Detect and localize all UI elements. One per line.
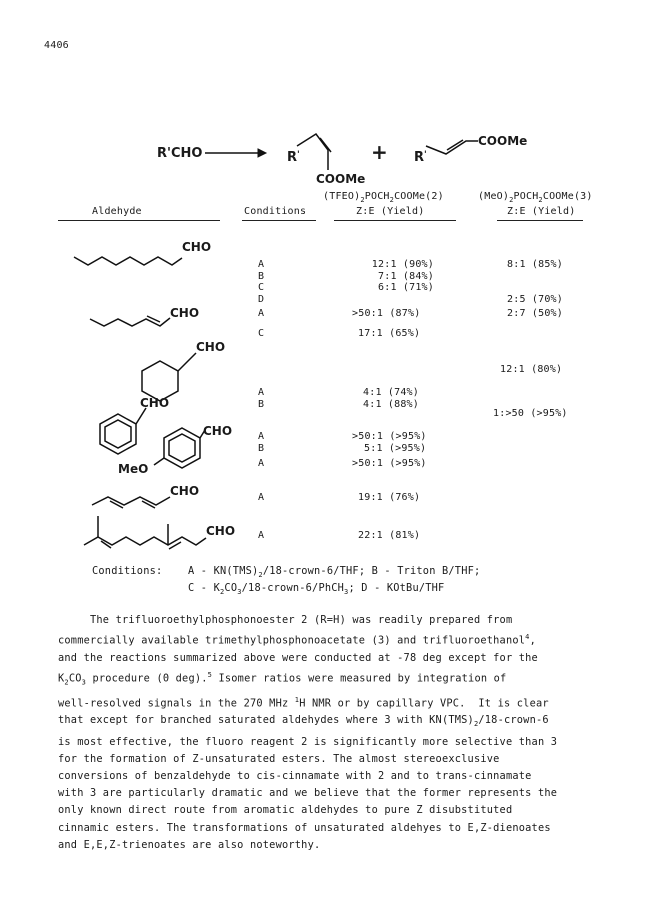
paragraph-line: conversions of benzaldehyde to cis-cinnamate with 2 and to trans-cinnamate [58,769,532,782]
conditions-cell: A [258,308,265,319]
conditions-legend-label: Conditions: [92,565,163,577]
cho-label-2: CHO [170,306,200,320]
paragraph-line: with 3 are particularly dramatic and we believe that the former represents the [58,787,558,800]
cis-product-ester: COOMe [316,172,366,186]
paragraph-line: for the formation of Z-unsaturated esters. The almost stereoexclusive [58,752,500,765]
paragraph-line: and the reactions summarized above were conducted at -78 deg except for the [58,651,538,664]
paragraph-line: The trifluoroethylphosphonoester 2 (R=H) was readily prepared from [58,614,513,626]
header-rule-reagent-2 [334,220,456,221]
ze-yield-reagent-2-cell: >50:1 (>95%) [352,458,427,469]
ze-yield-reagent-2-cell: >50:1 (87%) [352,308,421,319]
cho-label-1: CHO [182,240,212,254]
trans-product-ester: COOMe [478,134,528,148]
ze-yield-reagent-2-cell: 4:1 (74%) 4:1 (88%) [363,387,419,410]
cis-product-r-label: R' [287,150,300,165]
conditions-cell: A B [258,431,265,454]
structure-citral-chain [0,0,1,1]
conditions-cell: A [258,530,265,541]
ze-yield-reagent-3-cell: 1:>50 (>95%) [493,408,568,419]
cho-label-6: CHO [170,484,200,498]
column-header-aldehyde: Aldehyde [92,206,142,217]
header-rule-conditions [242,220,316,221]
paragraph-line: is most effective, the fluoro reagent 2 is significantly more selective than 3 [58,735,558,748]
paragraph-line: cinnamic esters. The transformations of unsaturated aldehyes to E,Z-dienoates [58,821,551,834]
conditions-cell: A B C D [258,259,265,305]
column-header-conditions: Conditions [244,206,307,217]
cho-label-7: CHO [206,524,236,538]
paragraph-line: $K_2CO_3$ procedure (0 deg).$^5$ Isomer ratios were measured by integration of [58,671,507,687]
ze-yield-reagent-2-cell: >50:1 (>95%) 5:1 (>95%) [352,431,427,454]
paragraph-line: and E,E,Z-trienoates are also noteworthy. [58,838,321,851]
conditions-legend-line-1: A - $KN(TMS)_2/18-crown-6$/THF; B - Triton B/THF; [188,565,481,580]
body-paragraph [58,612,618,854]
paragraph-line: well-resolved signals in the 270 MHz $^1$H NMR or by capillary VPC. It is clear [58,695,549,710]
conditions-legend-line-2: C - $K_2CO_3/18-crown-6/PhCH_3$; D - KOtBu/THF [188,582,445,597]
reagent-2-header: $(TFEO)_2POCH_2COOMe(2)$ [323,191,444,204]
ze-yield-reagent-2-cell: 22:1 (81%) [358,530,421,541]
page-number: 4406 [44,40,69,51]
column-header-ze-reagent-2: Z:E (Yield) [356,206,425,217]
header-rule-reagent-3 [497,220,583,221]
ze-yield-reagent-3-cell: 2:7 (50%) [507,308,563,319]
ze-yield-reagent-2-cell: 12:1 (90%) 7:1 (84%) 6:1 (71%) [371,259,434,293]
cho-label-5: CHO [203,424,233,438]
conditions-cell: A [258,492,265,503]
plus-sign: + [371,140,388,164]
ze-yield-reagent-3-cell: 12:1 (80%) [500,364,563,375]
paragraph-line: that except for branched saturated aldehydes where 3 with $KN(TMS)_2/18-crown-6$ [58,714,549,729]
reactant-aldehyde: R'CHO [157,146,203,161]
cho-label-3: CHO [196,340,226,354]
trans-product-r-label: R' [414,150,427,165]
header-rule-aldehyde [58,220,220,221]
cho-label-4: CHO [140,396,170,410]
conditions-cell: A B [258,387,265,410]
paragraph-line: only known direct route from aromatic aldehydes to pure Z disubstituted [58,804,513,817]
conditions-cell: C [258,328,265,339]
conditions-cell: A [258,458,265,469]
paragraph-line: commercially available trimethylphosphonoacetate (3) and trifluoroethanol$^4$, [58,633,536,647]
ze-yield-reagent-2-cell: 19:1 (76%) [358,492,421,503]
methoxy-label: MeO [118,462,149,476]
column-header-ze-reagent-3: Z:E (Yield) [507,206,576,217]
ze-yield-reagent-2-cell: 17:1 (65%) [358,328,421,339]
ze-yield-reagent-3-cell: 8:1 (85%) 2:5 (70%) [507,259,563,305]
reagent-3-header: $(MeO)_2POCH_2COOMe(3)$ [478,191,593,204]
